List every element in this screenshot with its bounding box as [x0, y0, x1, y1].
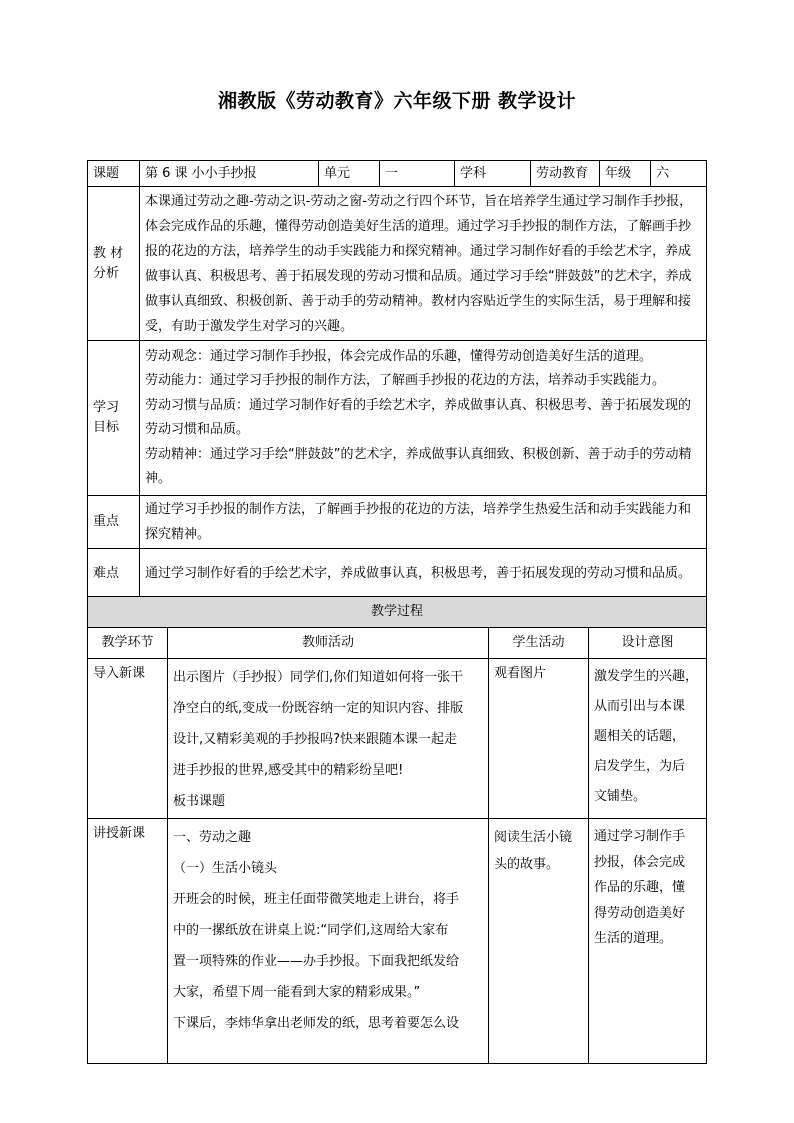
objectives-label-line1: 学习	[93, 400, 120, 415]
subject-value: 劳动教育	[531, 161, 600, 187]
grade-value: 六	[651, 161, 707, 187]
teacher-activity-cell	[168, 819, 489, 1064]
header-intent: 设计意图	[589, 628, 707, 659]
teacher-line: 净空白的纸,变成一份既容纳一定的知识内容、排版	[173, 701, 464, 716]
objective-labor-habit: 劳动习惯与品质：通过学习制作好看的手绘艺术字，养成做事认真、积极思考、善于拓展发现的劳动习惯和品质。	[145, 397, 692, 437]
design-intent-cell	[589, 819, 707, 1064]
lesson-info-table	[87, 160, 707, 599]
header-stage: 教学环节	[88, 628, 168, 659]
objective-labor-spirit: 劳动精神：通过学习手绘“胖鼓鼓”的艺术字，养成做事认真细致、积极创新、善于动手的劳动精神。	[145, 446, 692, 486]
process-banner: 教学过程	[88, 597, 707, 628]
difficulty-row	[88, 549, 707, 599]
teacher-line: 进手抄报的世界,感受其中的精彩纷呈吧!	[173, 763, 404, 778]
teacher-line: 一、劳动之趣	[173, 830, 252, 845]
objectives-list	[140, 341, 707, 496]
teacher-activity-cell	[168, 659, 489, 819]
intent-line: 激发学生的兴趣，	[594, 669, 699, 684]
course-value: 第 6 课 小小手抄报	[140, 161, 319, 187]
teacher-line: 开班会的时候，班主任面带微笑地走上讲台，将手	[173, 892, 460, 907]
intent-line: 生活的道理。	[594, 931, 673, 946]
intent-line: 作品的乐趣，懂	[594, 880, 686, 895]
grade-label: 年级	[600, 161, 651, 187]
teacher-line: 大家，希望下周一能看到大家的精彩成果。”	[173, 985, 421, 1000]
analysis-row	[88, 187, 707, 341]
objective-labor-concept: 劳动观念：通过学习制作手抄报，体会完成作品的乐趣，懂得劳动创造美好生活的道理。	[145, 348, 653, 364]
info-row	[88, 161, 707, 187]
process-banner-row	[88, 597, 707, 628]
intent-line: 文铺垫。	[594, 789, 647, 804]
key-point-label: 重点	[88, 496, 140, 549]
objectives-label	[88, 341, 140, 496]
document-title: 湘教版《劳动教育》六年级下册 教学设计	[217, 90, 577, 112]
stage-cell: 导入新课	[88, 659, 168, 819]
analysis-label-line2: 分析	[93, 265, 120, 281]
intent-line: 题相关的话题，	[594, 729, 686, 744]
teacher-line: （一）生活小镜头	[173, 861, 278, 876]
teacher-line: 置一项特殊的作业——办手抄报。下面我把纸发给	[173, 954, 460, 969]
teacher-line: 中的一摞纸放在讲桌上说:“同学们,这周给大家布	[173, 923, 449, 938]
header-student: 学生活动	[489, 628, 589, 659]
key-point-row	[88, 496, 707, 549]
intent-line: 启发学生，为后	[594, 759, 686, 774]
course-label: 课题	[88, 161, 140, 187]
analysis-label	[88, 187, 140, 341]
subject-label: 学科	[455, 161, 531, 187]
analysis-label-line1: 教 材	[93, 245, 124, 261]
process-row-intro	[88, 659, 707, 819]
process-header-row	[88, 628, 707, 659]
student-line: 观看图片	[494, 666, 547, 681]
unit-value: 一	[380, 161, 455, 187]
teacher-line: 板书课题	[173, 794, 226, 809]
intent-line: 通过学习制作手	[594, 829, 686, 844]
teacher-line: 出示图片（手抄报）同学们,你们知道如何将一张干	[173, 670, 464, 685]
student-line: 头的故事。	[494, 857, 560, 872]
objectives-row	[88, 341, 707, 496]
intent-line: 从而引出与本课	[594, 699, 686, 714]
teaching-process-table	[87, 596, 707, 1064]
difficulty-text: 通过学习制作好看的手绘艺术字，养成做事认真，积极思考，善于拓展发现的劳动习惯和品质。	[140, 549, 707, 599]
difficulty-label: 难点	[88, 549, 140, 599]
teacher-line: 设计,又精彩美观的手抄报吗?快来跟随本课一起走	[173, 732, 458, 747]
header-teacher: 教师活动	[168, 628, 489, 659]
design-intent-cell	[589, 659, 707, 819]
unit-label: 单元	[319, 161, 380, 187]
intent-line: 抄报，体会完成	[594, 854, 686, 870]
student-line: 阅读生活小镜	[494, 830, 573, 845]
stage-cell: 讲授新课	[88, 819, 168, 1064]
student-activity-cell	[489, 659, 589, 819]
intent-line: 得劳动创造美好	[594, 905, 686, 921]
key-point-text: 通过学习手抄报的制作方法，了解画手抄报的花边的方法，培养学生热爱生活和动手实践能力和探究精神。	[140, 496, 707, 549]
objective-labor-ability: 劳动能力：通过学习手抄报的制作方法，了解画手抄报的花边的方法，培养动手实践能力。	[145, 373, 666, 388]
teacher-line: 下课后，李炜华拿出老师发的纸，思考着要怎么设	[173, 1016, 460, 1031]
student-activity-cell	[489, 819, 589, 1064]
analysis-text: 本课通过劳动之趣-劳动之识-劳动之窗-劳动之行四个环节，旨在培养学生通过学习制作手抄报，体会完成作品的乐趣，懂得劳动创造美好生活的道理。通过学习手抄报的制作方法，了解画手抄报的花边的方法，培养学生的动手实践能力和探究精神。通过学习制作好看的手绘艺术字，养成做事认真、积极思考、善于拓展发现的劳动习惯和品质。通过学习手绘“胖鼓鼓”的艺术字，养成做事认真细致、积极创新、善于动手的劳动精神。教材内容贴近学生的实际生活，易于理解和接受，有助于激发学生对学习的兴趣。	[140, 187, 707, 341]
process-row-lecture	[88, 819, 707, 1064]
objectives-label-line2: 目标	[93, 420, 120, 435]
